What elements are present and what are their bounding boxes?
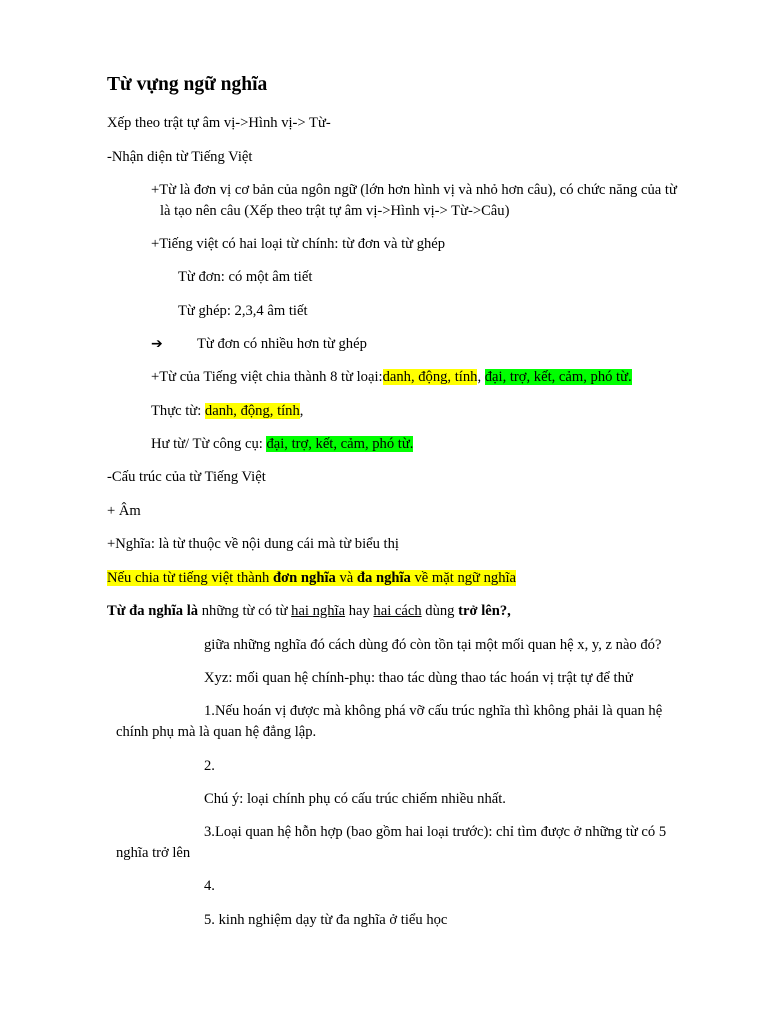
- text-run: hay: [345, 603, 374, 619]
- highlight-green: đại, trợ, kết, cảm, phó từ.: [484, 369, 632, 385]
- paragraph: +Tiếng việt có hai loại từ chính: từ đơn và từ ghép: [151, 236, 446, 252]
- highlighted-paragraph: [107, 568, 516, 588]
- paragraph: +Nghĩa: là từ thuộc về nội dung cái mà từ biểu thị: [107, 536, 399, 552]
- arrow-bullet-item: [151, 334, 163, 354]
- paragraph: Từ ghép: 2,3,4 âm tiết: [178, 303, 308, 319]
- text-run: Thực từ:: [151, 403, 205, 419]
- bold-term: đơn nghĩa: [272, 570, 336, 586]
- section-heading: -Nhận diện từ Tiếng Việt: [107, 149, 253, 165]
- text-run: và: [335, 570, 357, 586]
- page-title: Từ vựng ngữ nghĩa: [107, 74, 268, 95]
- paragraph: 3.Loại quan hệ hỗn hợp (bao gồm hai loại trước): chỉ tìm được ở những từ có 5: [204, 824, 667, 840]
- paragraph: 5. kinh nghiệm dạy từ đa nghĩa ở tiểu học: [204, 912, 448, 928]
- list-number: 4.: [204, 878, 215, 894]
- highlight-yellow: danh, động, tính: [204, 403, 300, 419]
- paragraph: Xyz: mối quan hệ chính-phụ: thao tác dùng thao tác hoán vị trật tự để thử: [204, 670, 633, 686]
- text-run: Nếu chia từ tiếng việt thành: [107, 570, 273, 586]
- paragraph: 1.Nếu hoán vị được mà không phá vỡ cấu trúc nghĩa thì không phải là quan hệ: [204, 703, 663, 719]
- paragraph-continuation: nghĩa trở lên: [116, 845, 191, 861]
- text-run: dùng: [421, 603, 459, 619]
- paragraph: giữa những nghĩa đó cách dùng đó còn tồn tại một mối quan hệ x, y, z nào đó?: [204, 637, 662, 653]
- paragraph: Từ đơn: có một âm tiết: [178, 269, 313, 285]
- text-run: Hư từ/ Từ công cụ:: [151, 436, 267, 452]
- list-number: 2.: [204, 758, 215, 774]
- paragraph: + Âm: [107, 503, 141, 519]
- highlight-green: đại, trợ, kết, cảm, phó từ.: [266, 436, 414, 452]
- paragraph: [151, 401, 303, 421]
- highlight-yellow: danh, động, tính: [382, 369, 478, 385]
- text-run: về mặt ngữ nghĩa: [410, 570, 517, 586]
- paragraph: [151, 367, 632, 387]
- text-run: ,: [477, 369, 485, 385]
- paragraph: +Từ là đơn vị cơ bản của ngôn ngữ (lớn hơn hình vị và nhỏ hơn câu), có chức năng của từ: [151, 182, 677, 198]
- bold-term: đa nghĩa: [356, 570, 411, 586]
- text-run: ,: [299, 403, 304, 419]
- definition-paragraph: [107, 601, 511, 621]
- text-run: +Từ của Tiếng việt chia thành 8 từ loại:: [151, 369, 383, 385]
- section-heading: -Cấu trúc của từ Tiếng Việt: [107, 469, 266, 485]
- paragraph: Xếp theo trật tự âm vị->Hình vị-> Từ-: [107, 115, 331, 131]
- paragraph: Chú ý: loại chính phụ có cấu trúc chiếm nhiều nhất.: [204, 791, 506, 807]
- bold-term: Từ đa nghĩa là: [107, 603, 199, 619]
- bold-term: trở lên?,: [458, 603, 511, 619]
- paragraph-continuation: là tạo nên câu (Xếp theo trật tự âm vị->Hình vị-> Từ->Câu): [160, 203, 510, 219]
- paragraph: Từ đơn có nhiều hơn từ ghép: [197, 336, 367, 352]
- underlined-term: hai nghĩa: [291, 603, 346, 619]
- arrow-right-icon: ➔: [151, 336, 163, 352]
- underlined-term: hai cách: [373, 603, 422, 619]
- paragraph-continuation: chính phụ mà là quan hệ đẳng lập.: [116, 724, 317, 740]
- paragraph: [151, 434, 413, 454]
- text-run: những từ có từ: [198, 603, 292, 619]
